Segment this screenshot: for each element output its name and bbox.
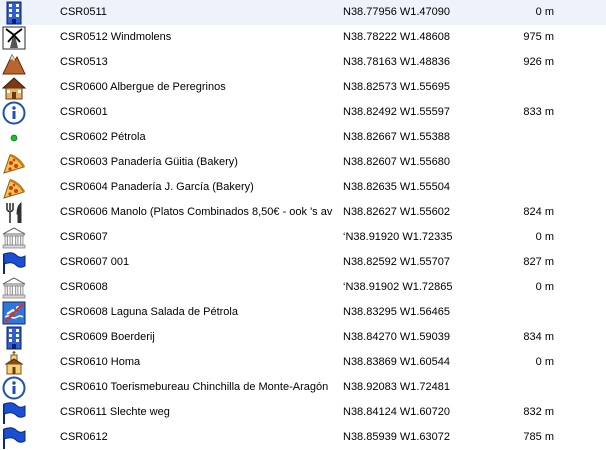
coordinate-value: N38.77956 W1.47090 [343,6,451,18]
waypoint-coordinates [343,31,463,43]
waypoint-row[interactable] [0,75,606,100]
coordinate-prefix: ‘ [343,231,346,243]
museum-icon [1,225,27,250]
waypoint-row[interactable] [0,175,606,200]
waypoint-name: CSR0608 Laguna Salada de Pétrola [60,306,238,318]
coordinate-value: N38.84124 W1.60720 [343,406,451,418]
coordinate-value: N38.83869 W1.60544 [343,356,451,368]
waypoint-coordinates [343,306,463,318]
waypoint-name: CSR0610 Toerismebureau Chinchilla de Monte-Aragón [60,381,329,393]
blue-flag-icon [1,425,27,450]
waypoint-distance: 834 m [523,331,554,343]
building-icon [1,325,27,350]
waypoint-coordinates [343,131,463,143]
blue-flag-icon [1,250,27,275]
waypoint-row[interactable] [0,225,606,250]
waypoint-coordinates [343,356,463,368]
waypoint-name: CSR0612 [60,431,108,443]
waypoint-coordinates [343,231,463,243]
waypoint-distance: 833 m [523,106,554,118]
waypoint-distance: 832 m [523,406,554,418]
waypoint-coordinates [343,206,463,218]
waypoint-row[interactable] [0,325,606,350]
waypoint-coordinates [343,106,463,118]
waypoint-name: CSR0609 Boerderij [60,331,155,343]
coordinate-value: N38.82607 W1.55680 [343,156,451,168]
waypoint-name: CSR0604 Panadería J. García (Bakery) [60,181,254,193]
coordinate-value: N38.84270 W1.59039 [343,331,451,343]
museum-icon [1,275,27,300]
waypoint-row[interactable] [0,375,606,400]
coordinate-value: N38.78163 W1.48836 [343,56,451,68]
coordinate-value: N38.91902 W1.72865 [345,281,453,293]
waypoint-coordinates [343,406,463,418]
waypoint-name: CSR0602 Pétrola [60,131,146,143]
waypoint-distance: 926 m [523,56,554,68]
waypoint-row[interactable] [0,125,606,150]
waypoint-row[interactable] [0,275,606,300]
waypoint-name: CSR0600 Albergue de Peregrinos [60,81,226,93]
waypoint-distance: 0 m [535,281,554,293]
coordinate-value: N38.82627 W1.55602 [343,206,451,218]
waypoint-row[interactable] [0,400,606,425]
pizza-icon [1,175,27,200]
info-icon [1,375,27,400]
waypoint-row[interactable] [0,300,606,325]
coordinate-value: N38.78222 W1.48608 [343,31,451,43]
waypoint-name: CSR0606 Manolo (Platos Combinados 8,50€ - ook 's av [60,206,333,218]
waypoint-coordinates [343,281,463,293]
waypoint-name: CSR0611 Slechte weg [60,406,170,418]
coordinate-value: N38.82667 W1.55388 [343,131,451,143]
waypoint-row[interactable] [0,425,606,450]
building-icon [1,0,27,25]
coordinate-value: N38.82592 W1.55707 [343,256,451,268]
coordinate-value: N38.82573 W1.55695 [343,81,451,93]
waypoint-coordinates [343,256,463,268]
waypoint-row[interactable] [0,150,606,175]
mountain-icon [1,50,27,75]
waypoint-name: CSR0513 [60,56,108,68]
waypoint-row[interactable] [0,50,606,75]
waypoint-coordinates [343,56,463,68]
waypoint-row[interactable] [0,350,606,375]
waypoint-name: CSR0607 [60,231,108,243]
waypoint-distance: 785 m [523,431,554,443]
waypoint-distance: 0 m [535,231,554,243]
waypoint-distance: 824 m [523,206,554,218]
info-icon [1,100,27,125]
windmill-icon [1,25,27,50]
waypoint-name: CSR0511 [60,6,107,18]
swimming-icon [1,300,27,325]
coordinate-value: N38.92083 W1.72481 [343,381,451,393]
waypoint-name: CSR0603 Panadería Güitia (Bakery) [60,156,238,168]
waypoint-coordinates [343,331,463,343]
coordinate-prefix: ‘ [343,281,346,293]
waypoint-name: CSR0608 [60,281,108,293]
waypoint-row[interactable] [0,100,606,125]
waypoint-row[interactable] [0,200,606,225]
coordinate-value: N38.82492 W1.55597 [343,106,451,118]
waypoint-coordinates [343,6,463,18]
coordinate-value: N38.82635 W1.55504 [343,181,451,193]
waypoint-coordinates [343,181,463,193]
coordinate-value: N38.91920 W1.72335 [345,231,453,243]
waypoint-distance: 0 m [535,6,554,18]
waypoint-row[interactable] [0,250,606,275]
waypoint-coordinates [343,81,463,93]
waypoint-row[interactable] [0,0,606,25]
coordinate-value: N38.85939 W1.63072 [343,431,451,443]
coordinate-value: N38.83295 W1.56465 [343,306,451,318]
waypoint-name: CSR0607 001 [60,256,130,268]
waypoint-distance: 975 m [523,31,554,43]
waypoint-coordinates [343,156,463,168]
waypoint-distance: 827 m [523,256,554,268]
waypoint-distance: 0 m [535,356,554,368]
waypoint-name: CSR0512 Windmolens [60,31,172,43]
waypoint-name: CSR0601 [60,106,108,118]
waypoint-name: CSR0610 Homa [60,356,141,368]
pizza-icon [1,150,27,175]
waypoint-coordinates [343,431,463,443]
waypoint-coordinates [343,381,463,393]
blue-flag-icon [1,400,27,425]
fork-knife-icon [1,200,27,225]
green-dot-icon [1,125,27,150]
waypoint-row[interactable] [0,25,606,50]
church-icon [1,350,27,375]
house-icon [1,75,27,100]
